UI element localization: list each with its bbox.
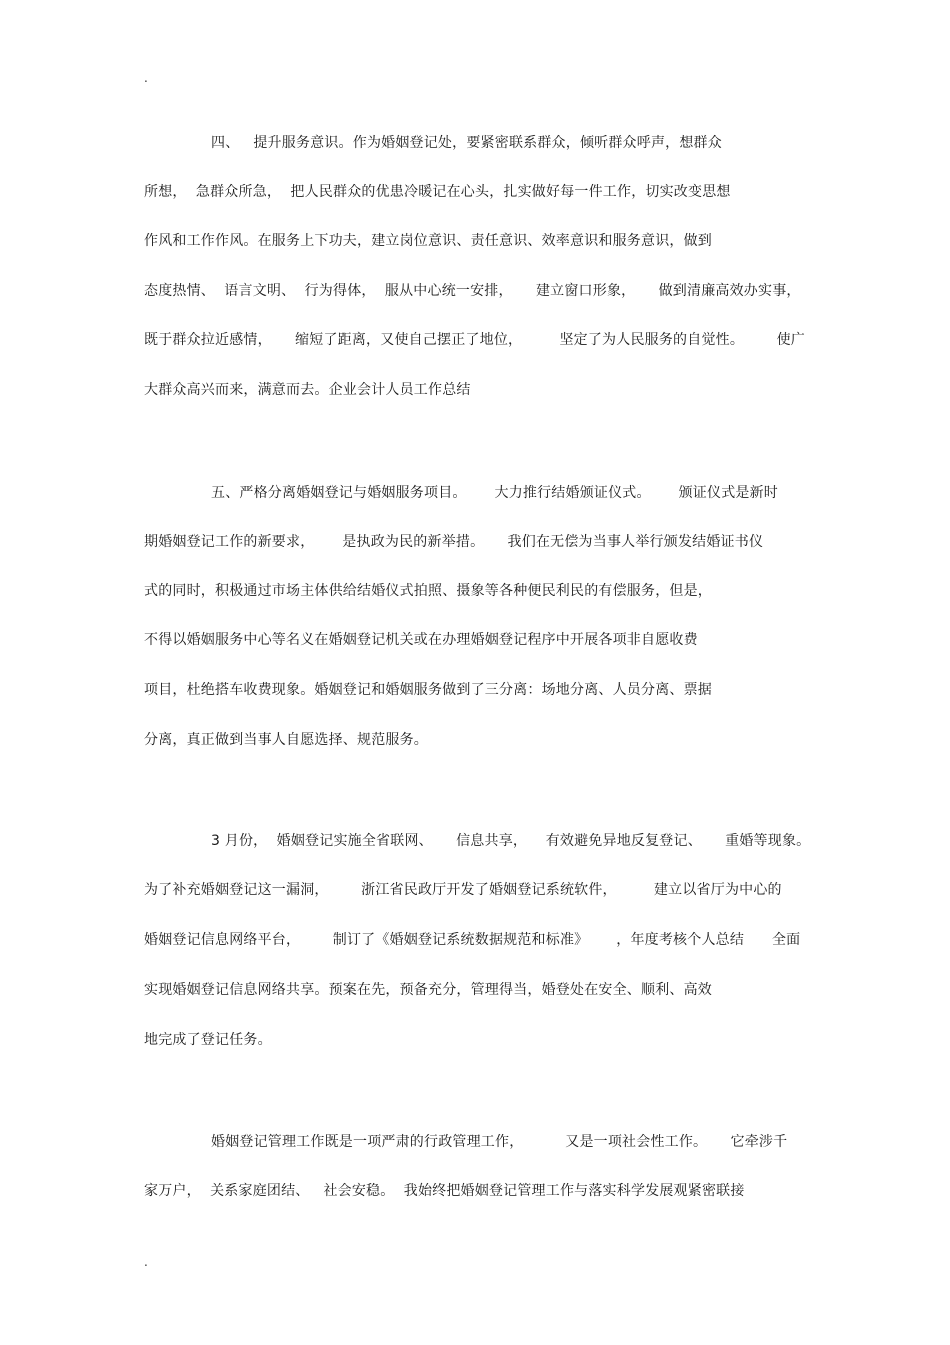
- paragraph-3-line-5: 地完成了登记任务。: [144, 1032, 272, 1048]
- paragraph-2-line-2: 期婚姻登记工作的新要求， 是执政为民的新举措。 我们在无偿为当事人举行颁发结婚证书仪: [144, 534, 764, 550]
- paragraph-2-line-3: 式的同时，积极通过市场主体供给结婚仪式拍照、摄象等各种便民利民的有偿服务，但是，: [144, 583, 712, 599]
- paragraph-3-line-1: 3 月份， 婚姻登记实施全省联网、 信息共享， 有效避免异地反复登记、 重婚等现象。: [211, 833, 811, 849]
- paragraph-1-line-2: 所想， 急群众所急， 把人民群众的优患冷暖记在心头，扎实做好每一件工作，切实改变思想: [144, 184, 731, 200]
- paragraph-1-line-4: 态度热情、 语言文明、 行为得体， 服从中心统一安排， 建立窗口形象， 做到清廉高效办实事，: [144, 283, 801, 299]
- paragraph-1-line-6: 大群众高兴而来，满意而去。企业会计人员工作总结: [144, 382, 471, 398]
- paragraph-3-line-3: 婚姻登记信息网络平台， 制订了《婚姻登记系统数据规范和标准》 ，年度考核个人总结 全面: [144, 932, 801, 948]
- paragraph-1-line-5: 既于群众拉近感情， 缩短了距离，又使自己摆正了地位， 坚定了为人民服务的自觉性。 使广: [144, 332, 806, 348]
- paragraph-2-line-4: 不得以婚姻服务中心等名义在婚姻登记机关或在办理婚姻登记程序中开展各项非自愿收费: [144, 632, 698, 648]
- paragraph-1-line-1: 四、 提升服务意识。作为婚姻登记处，要紧密联系群众，倾听群众呼声，想群众: [211, 135, 722, 151]
- paragraph-4-line-1: 婚姻登记管理工作既是一项严肃的行政管理工作， 又是一项社会性工作。 它牵涉千: [211, 1134, 788, 1150]
- paragraph-2-line-6: 分离，真正做到当事人自愿选择、规范服务。: [144, 732, 428, 748]
- paragraph-2-line-1: 五、严格分离婚姻登记与婚姻服务项目。 大力推行结婚颁证仪式。 颁证仪式是新时: [211, 485, 778, 501]
- paragraph-3-line-2: 为了补充婚姻登记这一漏洞， 浙江省民政厅开发了婚姻登记系统软件， 建立以省厅为中心的: [144, 882, 782, 898]
- paragraph-2-line-5: 项目，杜绝搭车收费现象。婚姻登记和婚姻服务做到了三分离：场地分离、人员分离、票据: [144, 682, 712, 698]
- paragraph-4-line-2: 家万户， 关系家庭团结、 社会安稳。 我始终把婚姻登记管理工作与落实科学发展观紧密联接: [144, 1183, 745, 1199]
- page-top-marker: .: [144, 71, 148, 85]
- paragraph-3-line-4: 实现婚姻登记信息网络共享。预案在先，预备充分，管理得当，婚登处在安全、顺利、高效: [144, 982, 712, 998]
- page-bottom-marker: .: [144, 1255, 148, 1269]
- paragraph-1-line-3: 作风和工作作风。在服务上下功夫，建立岗位意识、责任意识、效率意识和服务意识，做到: [144, 233, 712, 249]
